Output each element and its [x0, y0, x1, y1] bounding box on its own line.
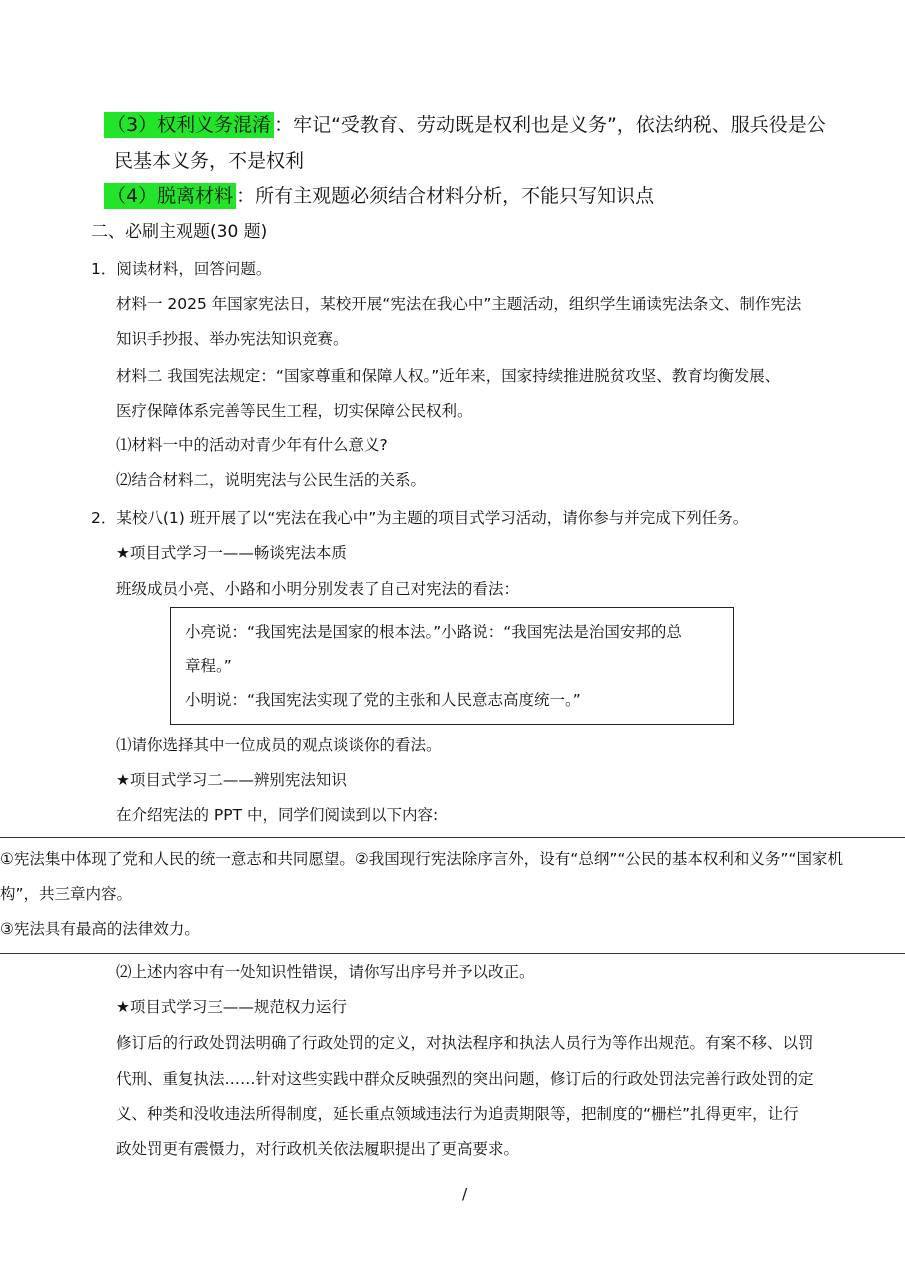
tip-item-3-continued: 民基本义务，不是权利	[114, 150, 305, 172]
divider	[0, 837, 905, 838]
quote-line: 章程。”	[185, 657, 232, 675]
project-title: ★项目式学习二——辨别宪法知识	[116, 771, 347, 789]
section-title: 二、必刷主观题(30 题)	[91, 222, 268, 242]
question-2-stem: 2．某校八(1) 班开展了以“宪法在我心中”为主题的项目式学习活动，请你参与并完成下列任务。	[91, 509, 749, 527]
project-paragraph-line: 义、种类和没收违法所得制度，延长重点领域违法行为追责期限等，把制度的“栅栏”扎得更牢，让行	[116, 1105, 799, 1123]
ppt-content-line: 构”，共三章内容。	[0, 885, 133, 903]
sub-question: ⑵上述内容中有一处知识性错误，请你写出序号并予以改正。	[116, 963, 535, 981]
sub-question: ⑴材料一中的活动对青少年有什么意义?	[116, 436, 388, 454]
sub-question: ⑴请你选择其中一位成员的观点谈谈你的看法。	[116, 736, 442, 754]
material-2-line: 医疗保障体系完善等民生工程，切实保障公民权利。	[116, 402, 473, 420]
tip-item-3	[104, 116, 826, 135]
highlight-tag: （3）权利义务混淆	[104, 112, 274, 138]
tip-text: ：牢记“受教育、劳动既是权利也是义务”，依法纳税、服兵役是公	[274, 114, 826, 136]
project-paragraph-line: 代刑、重复执法……针对这些实践中群众反映强烈的突出问题，修订后的行政处罚法完善行政处罚的定	[116, 1070, 814, 1088]
quote-line: 小亮说：“我国宪法是国家的根本法。”小路说：“我国宪法是治国安邦的总	[185, 623, 682, 641]
highlight-tag: （4）脱离材料	[104, 183, 236, 209]
material-1-line: 知识手抄报、举办宪法知识竞赛。	[116, 330, 349, 348]
project-title: ★项目式学习一——畅谈宪法本质	[116, 544, 347, 562]
project-intro: 在介绍宪法的 PPT 中，同学们阅读到以下内容:	[116, 806, 439, 824]
project-title: ★项目式学习三——规范权力运行	[116, 998, 347, 1016]
quote-line: 小明说：“我国宪法实现了党的主张和人民意志高度统一。”	[185, 691, 581, 709]
ppt-content-line: ①宪法集中体现了党和人民的统一意志和共同愿望。②我国现行宪法除序言外，设有“总纲”“公民的基本权利和义务”“国家机	[0, 850, 843, 868]
ppt-content-line: ③宪法具有最高的法律效力。	[0, 920, 200, 938]
material-1-line: 材料一 2025 年国家宪法日，某校开展“宪法在我心中”主题活动，组织学生诵读宪法条文、制作宪法	[116, 295, 802, 313]
question-1-stem: 1．阅读材料，回答问题。	[91, 260, 272, 278]
tip-item-4	[104, 187, 654, 206]
project-paragraph-line: 修订后的行政处罚法明确了行政处罚的定义，对执法程序和执法人员行为等作出规范。有案不移、以罚	[116, 1034, 814, 1052]
material-2-line: 材料二 我国宪法规定：“国家尊重和保障人权。”近年来，国家持续推进脱贫攻坚、教育均衡发展、	[116, 367, 781, 385]
project-paragraph-line: 政处罚更有震慑力，对行政机关依法履职提出了更高要求。	[116, 1140, 520, 1158]
project-intro: 班级成员小亮、小路和小明分别发表了自己对宪法的看法：	[116, 580, 520, 598]
tip-text: ：所有主观题必须结合材料分析，不能只写知识点	[236, 185, 655, 207]
page-marker: /	[462, 1185, 468, 1203]
divider	[0, 953, 905, 954]
sub-question: ⑵结合材料二，说明宪法与公民生活的关系。	[116, 471, 427, 489]
